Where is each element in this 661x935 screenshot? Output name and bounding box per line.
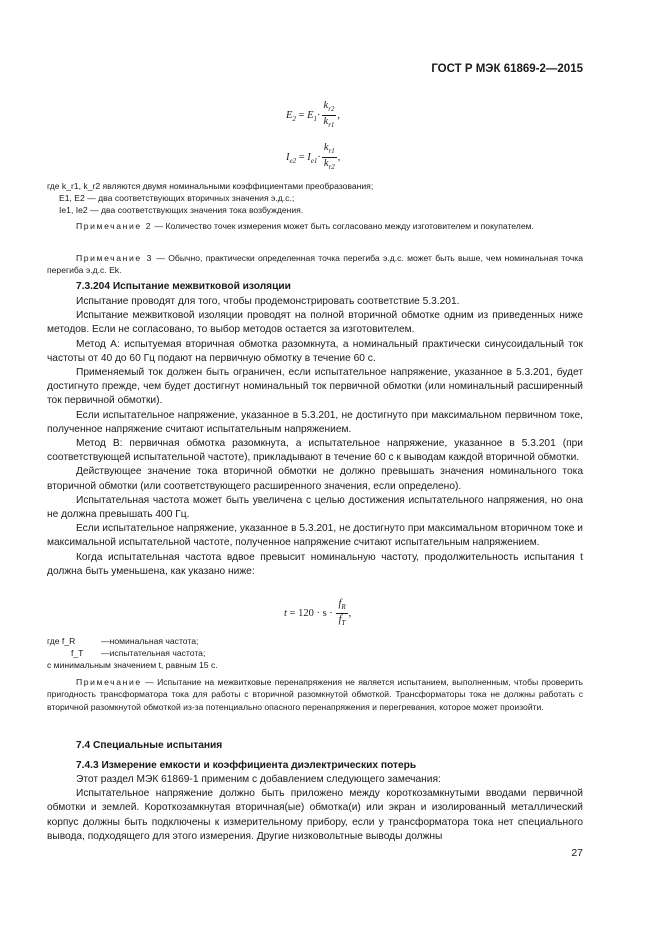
section-heading-7-3-204: 7.3.204 Испытание межвитковой изоляции (76, 281, 291, 292)
paragraph: Этот раздел МЭК 61869-1 применим с добавлением следующего замечания: (76, 774, 441, 785)
note-3: Примечание 3 — Обычно, практически определенная точка перегиба э.д.с. может быть выше, чем номинальная точка перегиба э.д.с. Ek. (47, 253, 583, 276)
paragraph: Действующее значение тока вторичной обмотки не должно превышать значения номинального тока вторичной обмотки (или соответствующего расширенного значения, если определено). (47, 466, 583, 492)
paragraph: Применяемый ток должен быть ограничен, если испытательное напряжение, указанное в 5.3.201, будет достигнуто прежде, чем будет достигнут номинальный ток первичной обмотки (или номинальный расширенный ток первичной обмотки). (47, 367, 583, 407)
legend-line: где k_r1, k_r2 являются двумя номинальными коэффициентами преобразования; (47, 181, 374, 191)
paragraph: Испытательное напряжение должно быть приложено между короткозамкнутыми вводами первичной обмотки и землей. Короткозамкнутая вторичная(ые) обмотка(и) или экран и изолированный металлический корпус должны быть подключены к измерительному прибору, если у трансформатора тока нет специального вывода, подходящего для этого измерения. Другие низковольтные выводы должны (47, 788, 583, 842)
section-body-7-4-3 (47, 773, 583, 844)
paragraph: Метод А: испытуемая вторичная обмотка разомкнута, а номинальный практически синусоидальный ток частоты от 40 до 60 Гц подают на первичную обмотку в течение 60 с. (47, 338, 583, 364)
paragraph: Метод В: первичная обмотка разомкнута, а испытательное напряжение, указанное в 5.3.201 (при соответствующей испытательной частоте), прикладывают в течение 60 с к выводам каждой вторичной обмотки. (47, 438, 583, 464)
section-heading-7-4: 7.4 Специальные испытания (76, 740, 223, 751)
paragraph: Если испытательное напряжение, указанное в 5.3.201, не достигнуто при максимальном вторичном токе и максимальной испытательной частоте, полученное напряжение считают испытательным напряжением. (47, 523, 583, 549)
section-body-7-3-204 (47, 295, 583, 579)
legend-line: E1, E2 — два соответствующих вторичных значения э.д.с.; (59, 193, 295, 203)
legend-row: где f_R — номинальная частота; (47, 636, 199, 646)
note-overvoltage: Примечание — Испытание на межвитковые перенапряжения не является испытанием, выполненным, чтобы проверить пригодность трансформатора тока для работы с вторичной разомкнутой обмоткой. Трансформаторы тока не должны работать с вторичной разомкнутой обмоткой из-за потенциально опасного перенапряжения и перегревания, которое может произойти. (47, 677, 583, 712)
document-header: ГОСТ Р МЭК 61869-2—2015 (431, 63, 583, 75)
paragraph: Когда испытательная частота вдвое превысит номинальную частоту, продолжительность испытания t должна быть уменьшена, как указано ниже: (47, 551, 583, 577)
paragraph: Если испытательное напряжение, указанное в 5.3.201, не достигнуто при максимальном первичном токе, полученное напряжение считают испытательным напряжением. (47, 409, 583, 435)
formula-legend (47, 180, 373, 216)
section-heading-7-4-3: 7.4.3 Измерение емкости и коэффициента диэлектрических потерь (76, 760, 417, 771)
page-number: 27 (571, 847, 583, 859)
formula-t: t = 120 · s · $\frac{f_R}{f_T}$ , (284, 598, 352, 628)
formula-ie2: $I_{e2} = I_{e1}\cdot$ $\frac{k_{r1}}{k_{r2}}$ , (286, 142, 341, 172)
formula-e2: $E_2 = E_1\cdot$ $\frac{k_{r2}}{k_{r1}}$ , (286, 100, 341, 130)
legend-line: с минимальным значением t, равным 15 с. (47, 660, 218, 670)
paragraph: Испытание межвитковой изоляции проводят на полной вторичной обмотке одним из приведенных ниже методов. Если не согласовано, то выбор методов остается за изготовителем. (47, 310, 583, 336)
legend-row: f_T — испытательная частота; (71, 648, 206, 658)
formula-t-legend (47, 635, 218, 671)
paragraph: Испытание проводят для того, чтобы продемонстрировать соответствие 5.3.201. (76, 296, 460, 307)
paragraph: Испытательная частота может быть увеличена с целью достижения испытательного напряжения, но она не должна превышать 400 Гц. (47, 494, 583, 521)
note-2: Примечание 2 — Количество точек измерения может быть согласовано между изготовителем и покупателем. (76, 221, 534, 231)
legend-line: Ie1, Ie2 — два соответствующих значения тока возбуждения. (59, 205, 304, 215)
